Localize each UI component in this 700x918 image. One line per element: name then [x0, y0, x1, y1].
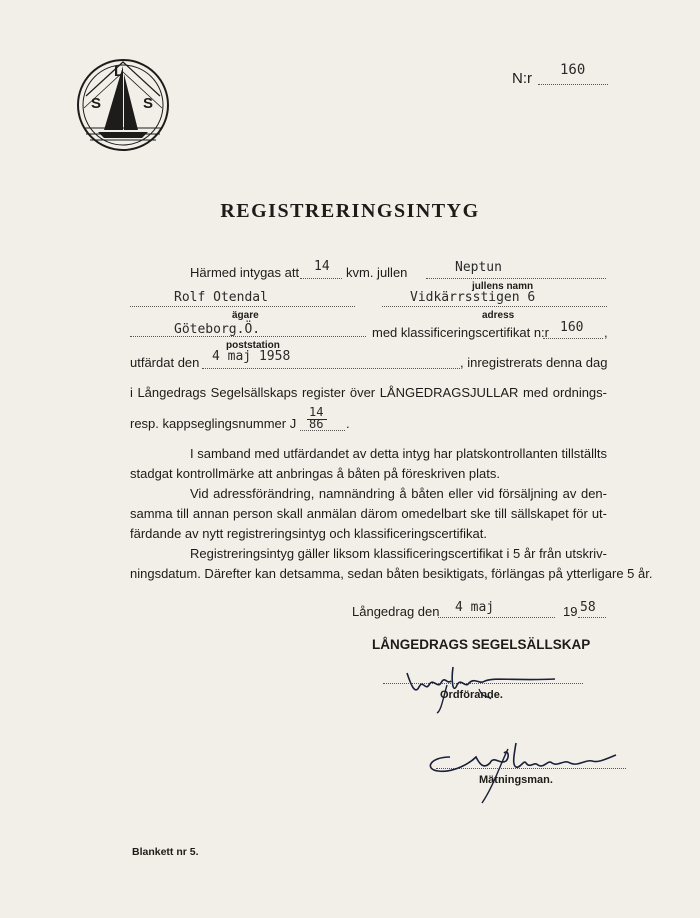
measurer-signature-icon [420, 735, 630, 805]
issued-label: utfärdat den [130, 355, 200, 370]
cert-label: med klassificeringscertifikat n:r [372, 325, 549, 340]
club-logo-icon [76, 58, 170, 152]
cert-comma: , [604, 325, 608, 340]
paragraph-validity-line2: ningsdatum. Därefter kan detsamma, sedan båten besiktigats, förlängas på ytterligare 5 år. [130, 566, 653, 581]
logo-top-letter: L [114, 63, 124, 80]
address-caption: adress [482, 310, 515, 321]
signing-year-prefix: 19 [563, 604, 578, 619]
signing-date-value: 4 maj [455, 600, 495, 615]
nr-value: 160 [560, 62, 586, 78]
logo-left-letter: S [91, 95, 102, 112]
logo-right-letter: S [143, 95, 154, 112]
paragraph-validity-line1: Registreringsintyg gäller liksom klassificeringscertifikat i 5 år från utskriv- [190, 546, 607, 561]
boat-size-value: 14 [314, 259, 330, 274]
boat-name-caption: jullens namn [472, 281, 534, 292]
signing-year-suffix: 58 [580, 600, 596, 615]
club-name: LÅNGEDRAGS SEGELSÄLLSKAP [372, 637, 591, 652]
issued-date-value: 4 maj 1958 [212, 349, 291, 364]
form-number: Blankett nr 5. [132, 846, 199, 858]
postal-caption: poststation [226, 340, 280, 351]
race-number-top: 14 [309, 405, 324, 419]
paragraph-control-mark-line2: stadgat kontrollmärke att anbringas å båten på föreskriven plats. [130, 466, 500, 481]
race-number-label: resp. kappseglingsnummer J [130, 416, 297, 431]
paragraph-changes-line2: samma till annan person skall anmälan därom omedelbart ske till sällskapet för ut- [130, 506, 607, 521]
nr-label: N:r [512, 70, 532, 87]
race-number-bottom: 86 [309, 417, 324, 431]
boat-type-text: kvm. jullen [346, 265, 408, 280]
intro-text: Härmed intygas att [190, 265, 300, 280]
paragraph-control-mark-line1: I samband med utfärdandet av detta intyg har platskontrollanten tillställts [190, 446, 607, 461]
boat-name-value: Neptun [455, 260, 502, 275]
owner-value: Rolf Otendal [174, 290, 268, 305]
page-title: REGISTRERINGSINTYG [220, 200, 480, 222]
cert-number-value: 160 [560, 320, 584, 335]
chair-signature-icon [395, 655, 565, 715]
owner-caption: ägare [232, 310, 259, 321]
signing-place: Långedrag den [352, 604, 440, 619]
postal-value: Göteborg.Ö. [174, 322, 261, 337]
issued-suffix: , inregistrerats denna dag [460, 355, 608, 370]
race-number-period: . [346, 416, 350, 431]
paragraph-changes-line1: Vid adressförändring, namnändring å båten eller vid försäljning av den- [190, 486, 607, 501]
address-value: Vidkärrsstigen 6 [410, 290, 536, 305]
register-text: i Långedrags Segelsällskaps register över LÅNGEDRAGSJULLAR med ordnings- [130, 385, 607, 400]
measurer-title: Mätningsman. [479, 774, 553, 786]
paragraph-changes-line3: färdande av nytt registreringsintyg och klassificeringscertifikat. [130, 526, 487, 541]
chair-title: Ordförande. [440, 689, 503, 701]
